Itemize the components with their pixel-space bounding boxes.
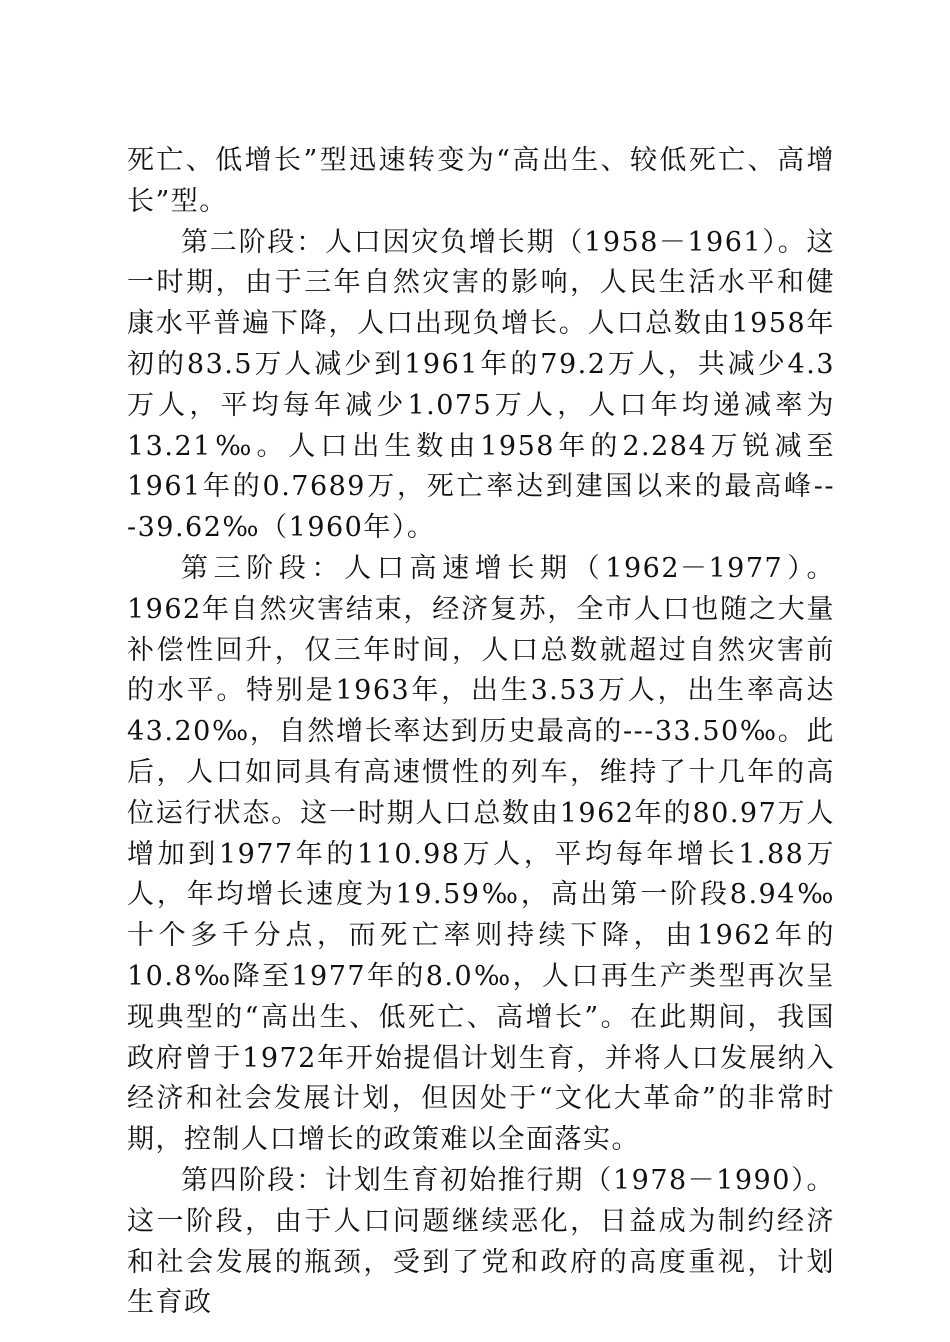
paragraph-stage-two: 第二阶段：人口因灾负增长期（1958－1961）。这一时期，由于三年自然灾害的影响，人民生活水平和健康水平普遍下降，人口出现负增长。人口总数由1958年初的83.5万人减少到1961年的79.2万人，共减少4.3万人，平均每年减少1.075万人，人口年均递减率为13.21‰。人口出生数由1958年的2.284万锐减至1961年的0.7689万，死亡率达到建国以来的最高峰---39.62‰（1960年）。 — [127, 226, 835, 544]
paragraph-stage-three: 第三阶段：人口高速增长期（1962－1977）。1962年自然灾害结束，经济复苏，全市人口也随之大量补偿性回升，仅三年时间，人口总数就超过自然灾害前的水平。特别是1963年，出生3.53万人，出生率高达43.20‰，自然增长率达到历史最高的---33.50‰。此后，人口如同具有高速惯性的列车，维持了十几年的高位运行状态。这一时期人口总数由1962年的80.97万人增加到1977年的110.98万人，平均每年增长1.88万人，年均增长速度为19.59‰，高出第一阶段8.94‰十个多千分点，而死亡率则持续下降，由1962年的10.8‰降至1977年的8.0‰，人口再生产类型再次呈现典型的“高出生、低死亡、高增长”。在此期间，我国政府曾于1972年开始提倡计划生育，并将人口发展纳入经济和社会发展计划，但因处于“文化大革命”的非常时期，控制人口增长的政策难以全面落实。 — [127, 552, 835, 1156]
paragraph-continuation: 死亡、低增长”型迅速转变为“高出生、较低死亡、高增长”型。 — [127, 145, 835, 217]
document-body — [127, 141, 835, 1324]
paragraph-stage-four: 第四阶段：计划生育初始推行期（1978－1990）。这一阶段，由于人口问题继续恶化，日益成为制约经济和社会发展的瓶颈，受到了党和政府的高度重视，计划生育政 — [127, 1164, 835, 1319]
